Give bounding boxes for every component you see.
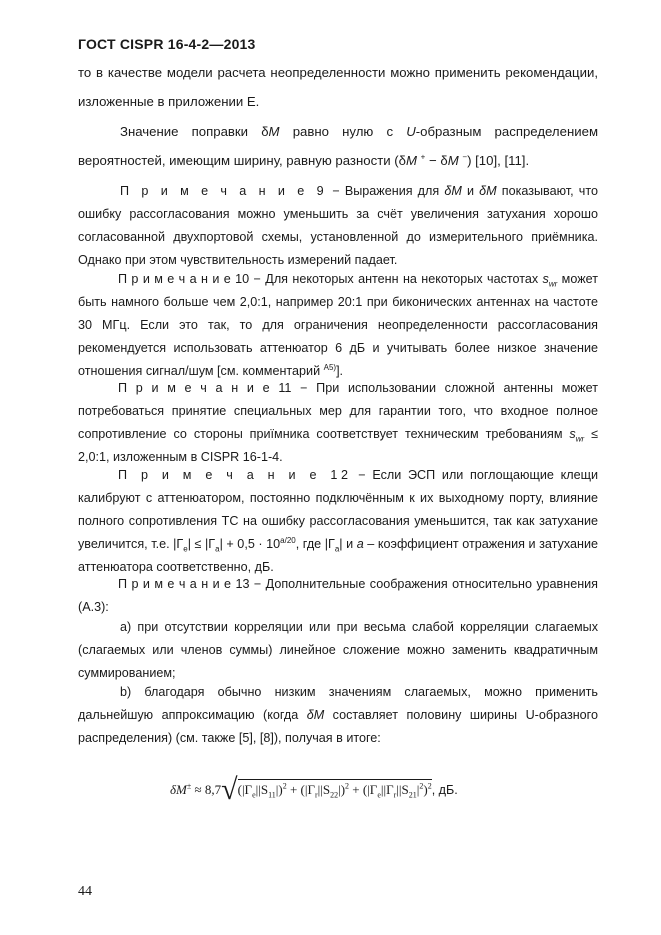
note-11: П р и м е ч а н и е 11 − При использовании сложной антенны может потребоваться принятие специальных мер для гарантии того, что входное полное сопротивление со стороны приїмника соответствует техническим требованиям $s_{wr}$ ≤ 2,0:1, изложенным в CISPR 16-1-4. (78, 381, 599, 464)
para-2: Значение поправки δM равно нулю с U-образным распределением вероятностей, имеющим ширину, равную разности (δM + − δM −) [10], [11]. (78, 124, 599, 168)
para-1-line-1: то в качестве модели расчета неопределенности можно применить рекомендации, (78, 65, 598, 80)
note-12: П р и м е ч а н и е 12 − Если ЭСП или поглощающие клещи калибруют с аттенюатором, постоянно подключённым к их выходному порту, влияние полного сопротивления ТС на ошибку рассогласования уменьшится, так как затухание увеличится, т.е. $|Г_e| \le |Г_a| + 0,5 \cdot 10^{a/20}$, где $|Г_a|$ и a – коэффициент отражения и затухание аттенюатора соответственно, дБ. (78, 468, 598, 574)
equation: $\delta M^\pm \approx 8,7√(|Г_e||S_{11}|)^2 + (|Г_r||S_{22}|)^2 + (|Г_e||Г_r||S_{21}|^2)^2$, дБ. (170, 773, 458, 806)
document-header: ГОСТ CISPR 16-4-2—2013 (78, 36, 256, 52)
para-1-line-2: изложенные в приложении Е. (78, 94, 260, 109)
note-13-item-b: b) благодаря обычно низким значениям слагаемых, можно применить дальнейшую аппроксимацию (когда δM составляет половину ширины U-образного распределения) (см. также [5], [8]), получая в итоге: (78, 685, 598, 745)
note-13-item-a: а) при отсутствии корреляции или при весьма слабой корреляции слагаемых (слагаемых или членов суммы) линейное сложение можно заменить квадратичным суммированием; (78, 620, 598, 680)
page-number: 44 (78, 884, 92, 899)
note-10: П р и м е ч а н и е 10 − Для некоторых антенн на некоторых частотах $s_{wr}$ может быть намного больше чем 2,0:1, например 20:1 при биконических антеннах на частоте 30 МГц. Если это так, то для ограничения неопределенности рассогласования рекомендуется использовать аттенюатор 6 дБ и учитывать более низкое значение отношения сигнал/шум [см. комментарий $^{A5)}$]. (78, 272, 598, 378)
note-9: П р и м е ч а н и е 9 − Выражения для δM и δM показывают, что ошибку рассогласования можно уменьшить за счёт увеличения затухания хорошо согласованной двухпортовой схемы, установленной до измерительного приёмника. Однако при этом чувствительность измерений падает. (78, 184, 598, 267)
note-13: П р и м е ч а н и е 13 − Дополнительные соображения относительно уравнения (А.3): (78, 577, 599, 614)
